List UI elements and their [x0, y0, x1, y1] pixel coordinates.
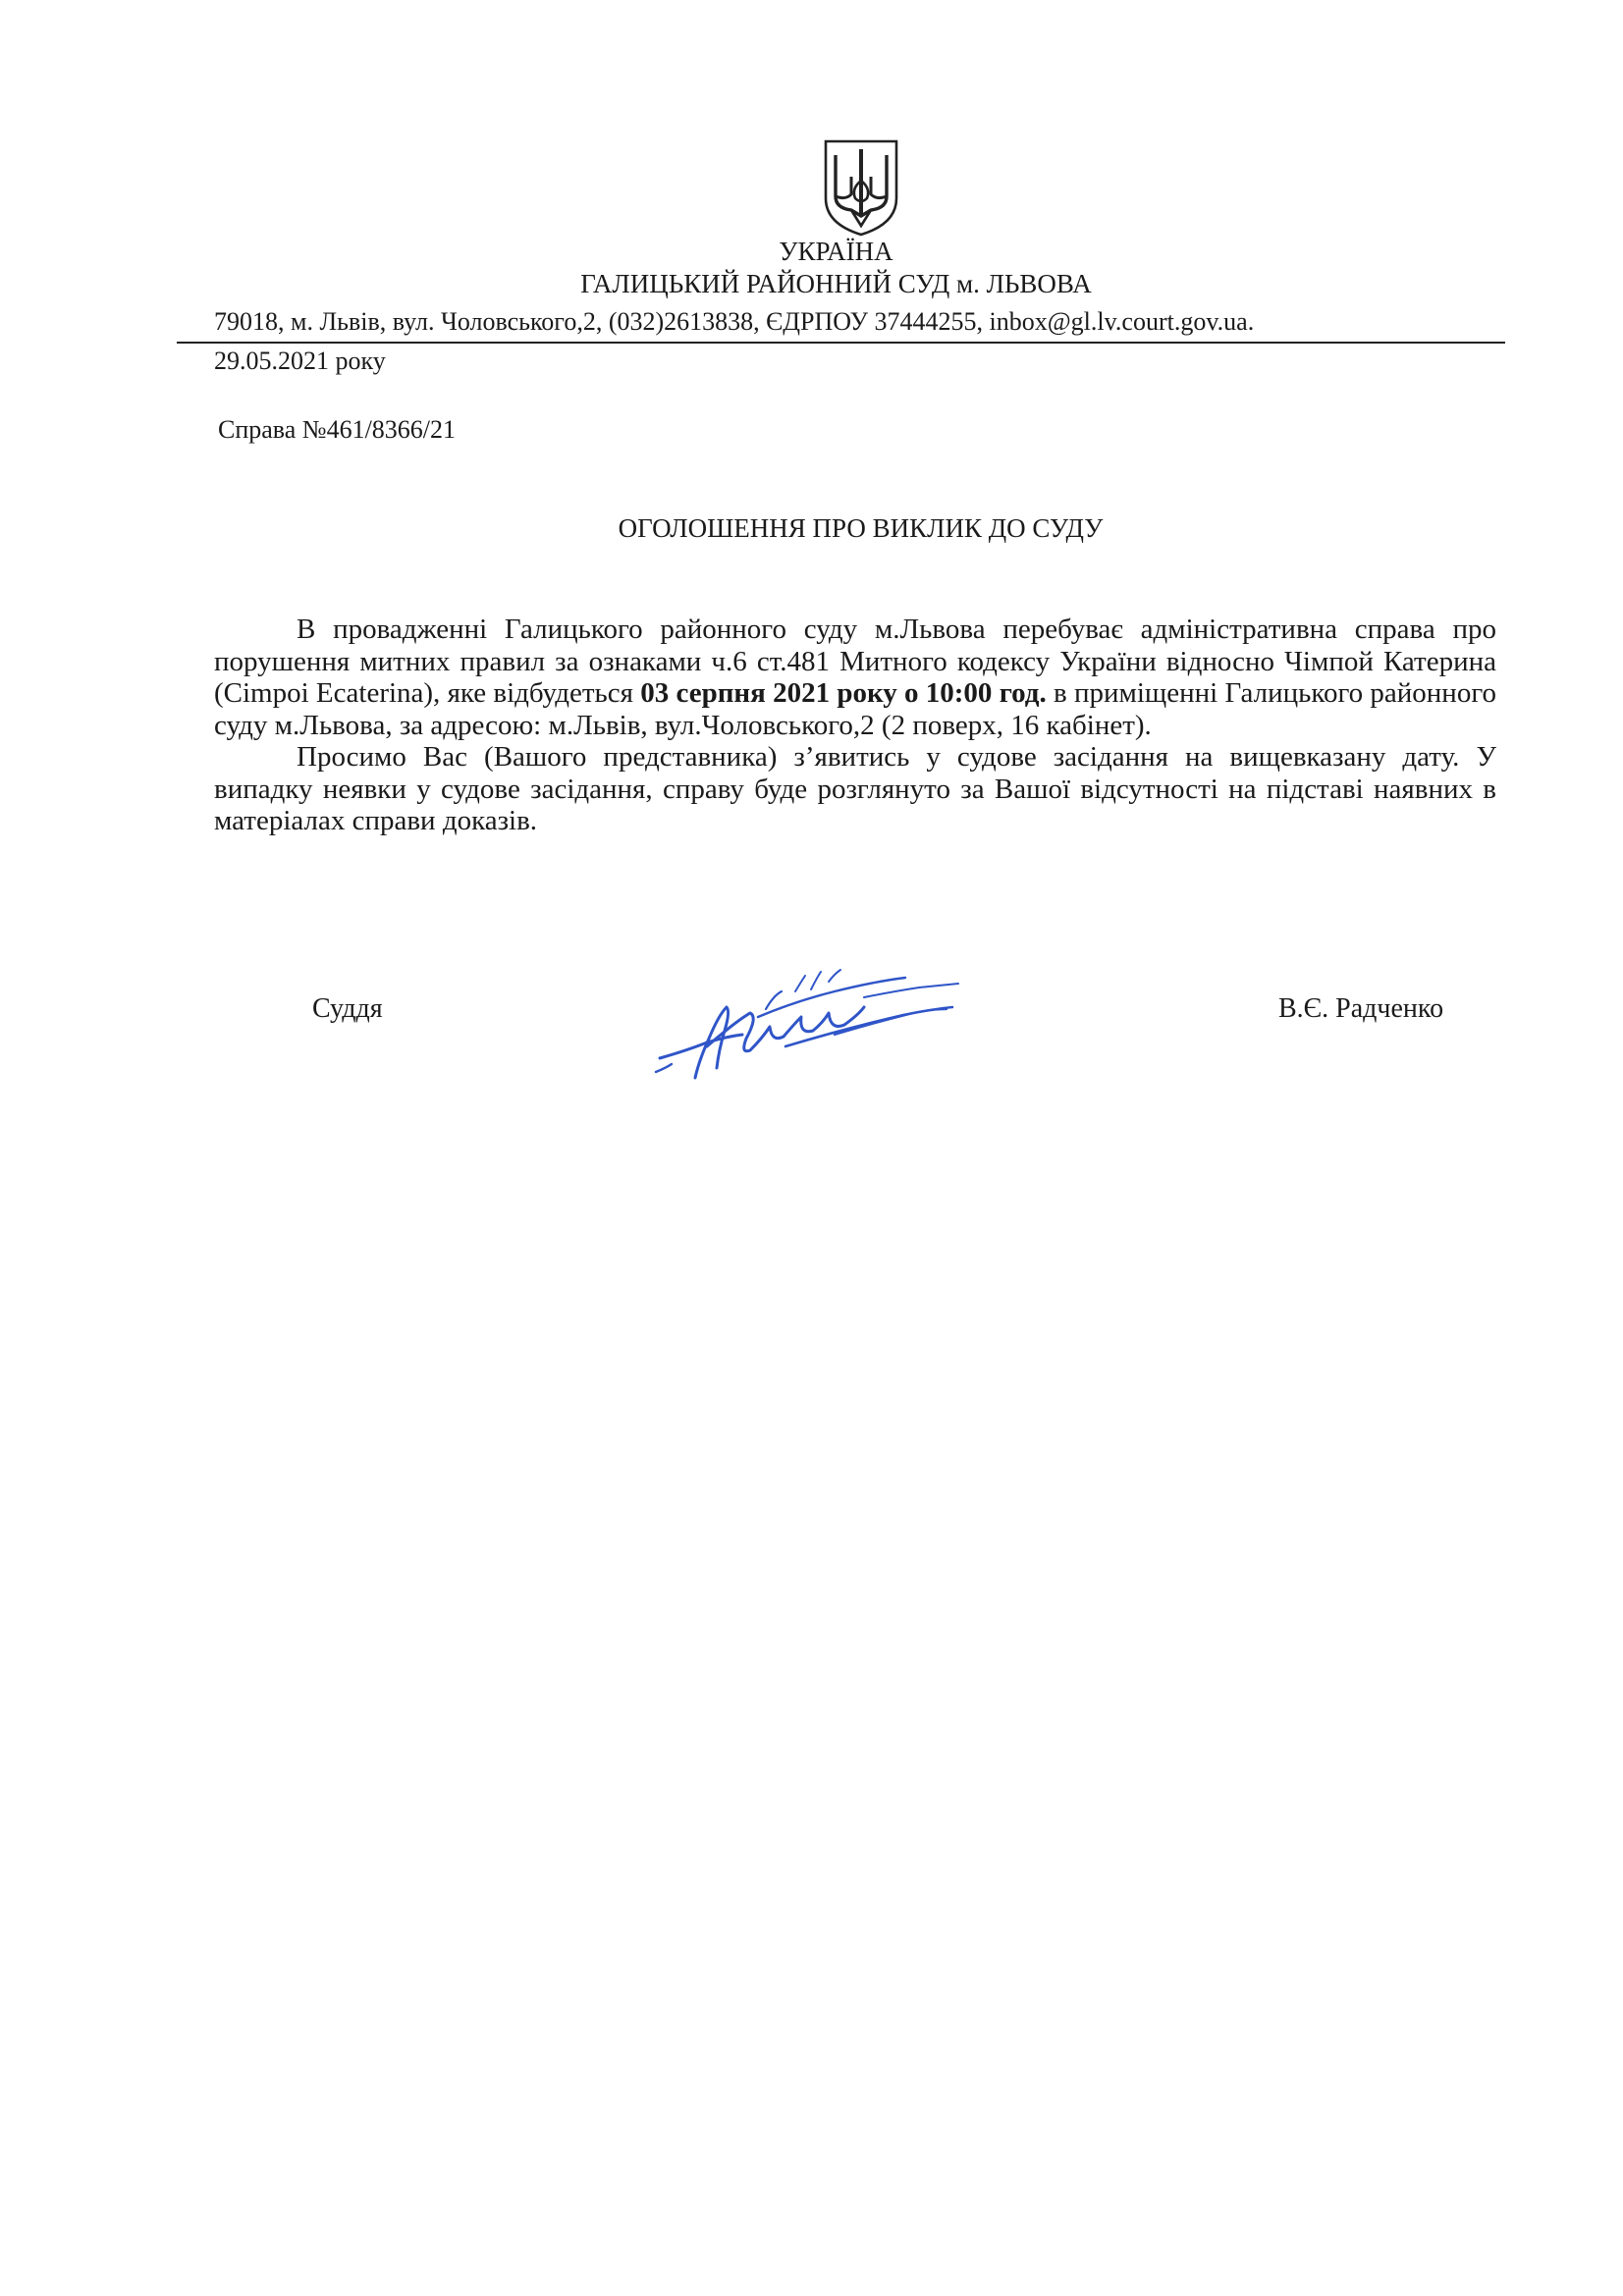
hearing-date-time: 03 серпня 2021 року о 10:00 год.	[640, 677, 1047, 709]
signatory-role: Суддя	[312, 993, 383, 1024]
ukraine-trident-emblem-icon	[822, 137, 900, 238]
header-divider	[177, 342, 1505, 344]
header-court-name: ГАЛИЦЬКИЙ РАЙОННИЙ СУД м. ЛЬВОВА	[580, 269, 1092, 298]
handwritten-signature	[648, 952, 972, 1090]
header-country: УКРАЇНА	[779, 237, 893, 266]
document-body	[214, 614, 1496, 837]
document-date: 29.05.2021 року	[214, 347, 386, 375]
paragraph-hearing-notice	[214, 614, 1496, 741]
header-address: 79018, м. Львів, вул. Чоловського,2, (032)2613838, ЄДРПОУ 37444255, inbox@gl.lv.court.gov.ua.	[214, 307, 1255, 336]
paragraph1-text-a: В провадженні Галицького районного суду м.Львова перебуває адміністративна справа про порушення митних правил за ознаками ч.6 ст.481 Митного кодексу України відносно Чімпой Катерина (Cimpoi Ecaterina), яке відбудеться	[214, 614, 1496, 709]
paragraph1-text-b: в приміщенні Галицького районного суду м.Львова, за адресою: м.Львів, вул.Чоловського,2 (2 поверх, 16 кабінет).	[214, 677, 1496, 741]
paragraph-appearance-request: Просимо Вас (Вашого представника) з’явитись у судове засідання на вищевказану дату. У випадку неявки у судове засідання, справу буде розглянуто за Вашої відсутності на підставі наявних в матеріалах справи доказів.	[214, 741, 1496, 836]
case-number: Справа №461/8366/21	[218, 415, 457, 444]
signatory-name: В.Є. Радченко	[1278, 993, 1444, 1024]
document-title: ОГОЛОШЕННЯ ПРО ВИКЛИК ДО СУДУ	[618, 513, 1104, 543]
